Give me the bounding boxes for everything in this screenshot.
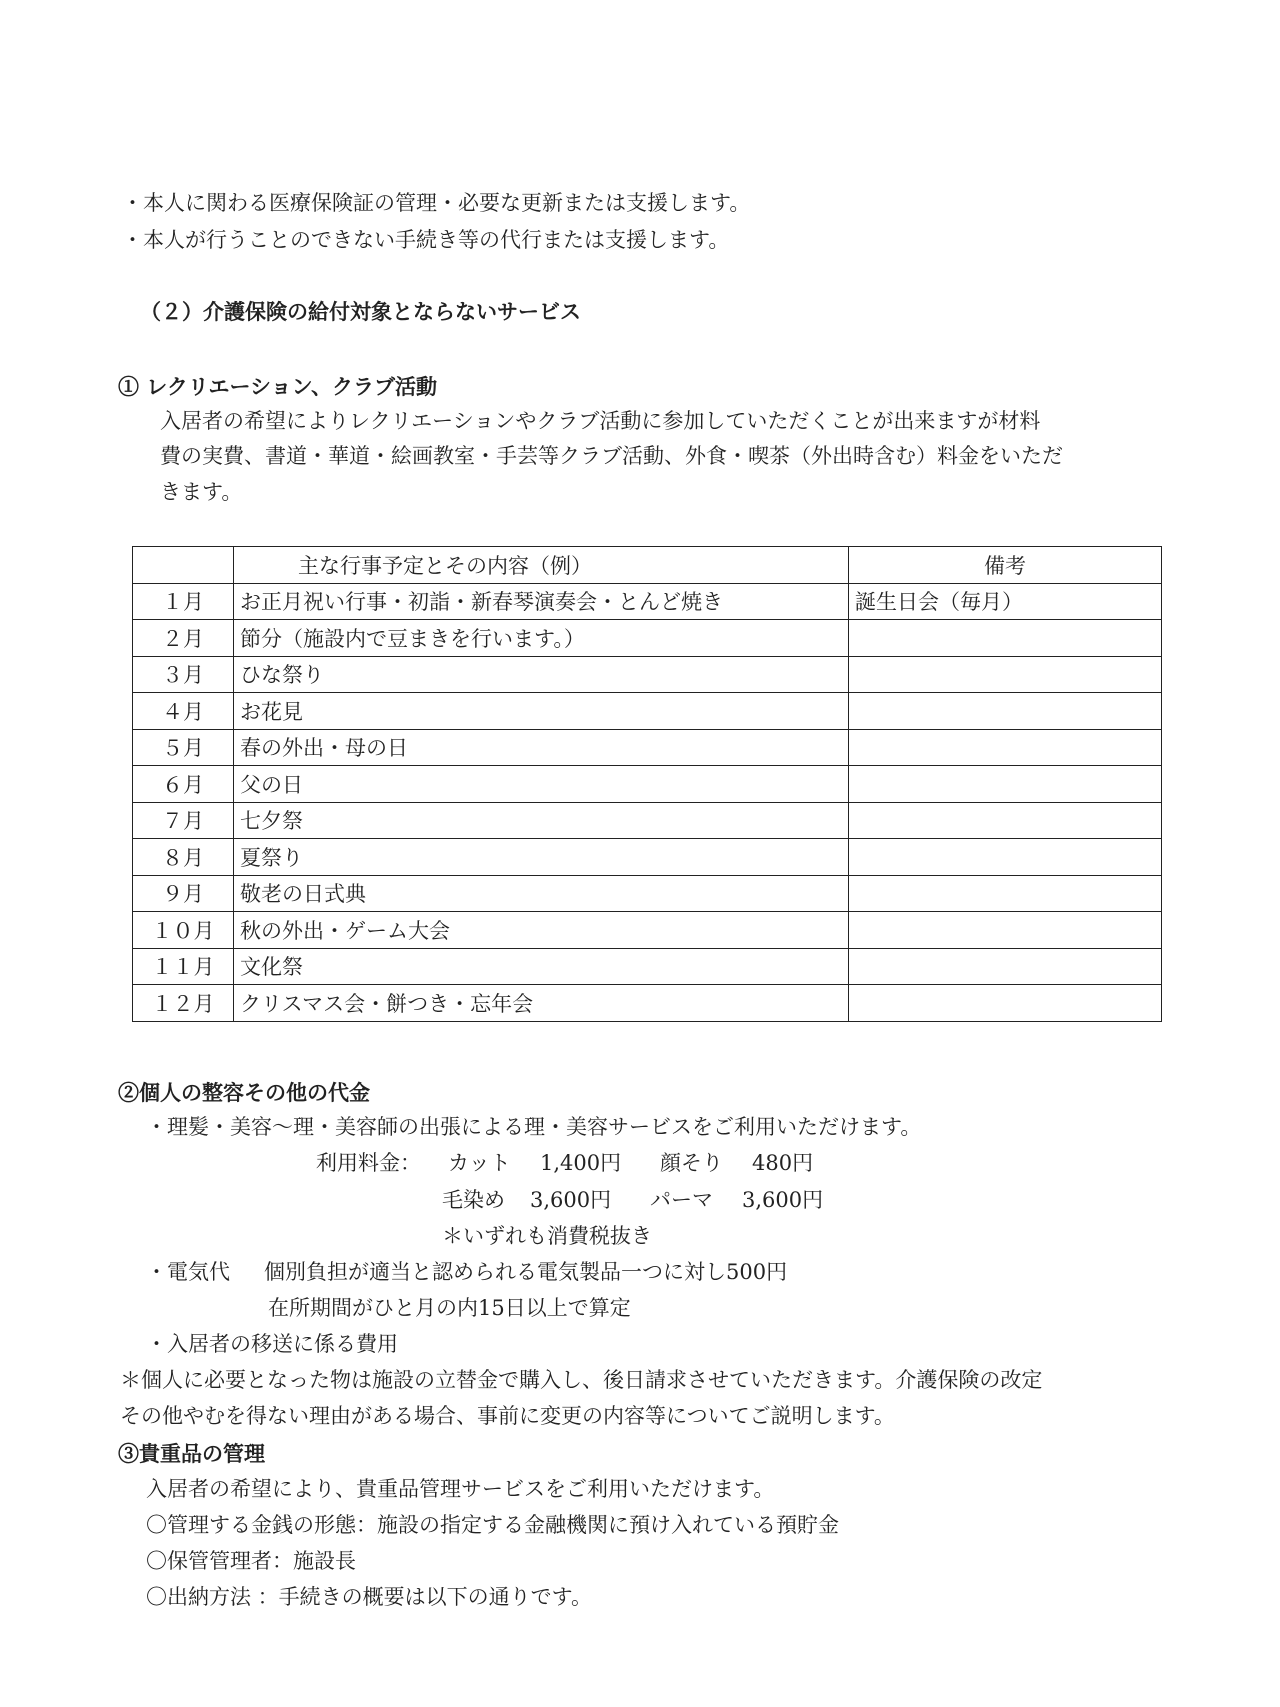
fee-name: カット: [448, 1151, 511, 1175]
table-row: [133, 912, 1162, 949]
fee-price: 3,600円: [742, 1188, 824, 1212]
event-cell: 文化祭: [234, 948, 849, 985]
month-cell: ７月: [133, 802, 234, 839]
month-cell: ２月: [133, 620, 234, 657]
tax-note: ＊いずれも消費税抜き: [442, 1224, 652, 1248]
month-cell: ５月: [133, 729, 234, 766]
month-cell: ３月: [133, 656, 234, 693]
item3-line: 〇管理する金銭の形態：施設の指定する金融機関に預け入れている預貯金: [146, 1513, 839, 1537]
table-header-row: [133, 547, 1162, 584]
item1-body-line: 費の実費、書道・華道・絵画教室・手芸等クラブ活動、外食・喫茶（外出時含む）料金をいただ: [160, 444, 1063, 468]
item1-body-line: 入居者の希望によりレクリエーションやクラブ活動に参加していただくことが出来ますが材料: [160, 409, 1041, 433]
fee-price: 480円: [752, 1151, 814, 1175]
event-cell: 秋の外出・ゲーム大会: [234, 912, 849, 949]
intro-bullet: ・本人に関わる医療保険証の管理・必要な更新または支援します。: [122, 191, 751, 215]
electric-line: 個別負担が適当と認められる電気製品一つに対し500円: [264, 1260, 788, 1284]
note-cell: [849, 802, 1162, 839]
month-cell: ６月: [133, 766, 234, 803]
barber-line: ・理髪・美容～理・美容師の出張による理・美容サービスをご利用いただけます。: [146, 1115, 922, 1139]
event-cell: ひな祭り: [234, 656, 849, 693]
month-cell: ８月: [133, 839, 234, 876]
table-row: [133, 656, 1162, 693]
table-row: [133, 729, 1162, 766]
item3-heading: ③貴重品の管理: [118, 1441, 265, 1466]
table-row: [133, 948, 1162, 985]
note-cell: [849, 875, 1162, 912]
table-row: [133, 620, 1162, 657]
event-cell: お正月祝い行事・初詣・新春琴演奏会・とんど焼き: [234, 583, 849, 620]
note-cell: [849, 766, 1162, 803]
table-row: [133, 802, 1162, 839]
month-cell: ９月: [133, 875, 234, 912]
event-cell: 七夕祭: [234, 802, 849, 839]
note-cell: [849, 693, 1162, 730]
event-cell: お花見: [234, 693, 849, 730]
item3-intro: 入居者の希望により、貴重品管理サービスをご利用いただけます。: [146, 1477, 775, 1501]
fee-price: 1,400円: [540, 1151, 622, 1175]
fee-name: 毛染め: [442, 1188, 505, 1212]
note-cell: [849, 948, 1162, 985]
event-cell: 節分（施設内で豆まきを行います。）: [234, 620, 849, 657]
event-cell: 敬老の日式典: [234, 875, 849, 912]
table-row: [133, 985, 1162, 1022]
note-cell: [849, 839, 1162, 876]
item1-body-line: きます。: [160, 480, 243, 504]
event-cell: クリスマス会・餅つき・忘年会: [234, 985, 849, 1022]
item3-line: 〇出納方法 ：手続きの概要は以下の通りです。: [146, 1585, 592, 1609]
note-cell: [849, 620, 1162, 657]
event-cell: 春の外出・母の日: [234, 729, 849, 766]
header-event-cell: 主な行事予定とその内容（例）: [234, 547, 849, 584]
fee-price: 3,600円: [530, 1188, 612, 1212]
item3-line: 〇保管管理者：施設長: [146, 1549, 356, 1573]
note-cell: [849, 656, 1162, 693]
event-cell: 父の日: [234, 766, 849, 803]
table-row: [133, 583, 1162, 620]
fee-name: パーマ: [650, 1188, 713, 1212]
header-note-cell: 備考: [849, 547, 1162, 584]
note-line: ＊個人に必要となった物は施設の立替金で購入し、後日請求させていただきます。介護保険の改定: [120, 1368, 1043, 1392]
item1-heading: ① レクリエーション、クラブ活動: [118, 374, 437, 399]
event-cell: 夏祭り: [234, 839, 849, 876]
month-cell: ４月: [133, 693, 234, 730]
item2-heading: ②個人の整容その他の代金: [118, 1080, 370, 1105]
header-month-cell: [133, 547, 234, 584]
month-cell: １１月: [133, 948, 234, 985]
transfer-line: ・入居者の移送に係る費用: [146, 1332, 398, 1356]
section-title: （２）介護保険の給付対象とならないサービス: [140, 299, 581, 324]
fee-name: 顔そり: [660, 1151, 723, 1175]
table-row: [133, 693, 1162, 730]
electric-label: ・電気代: [146, 1260, 230, 1284]
note-cell: [849, 912, 1162, 949]
note-cell: 誕生日会（毎月）: [849, 583, 1162, 620]
note-cell: [849, 729, 1162, 766]
events-table: [132, 546, 1162, 1022]
fee-label: 利用料金：: [316, 1151, 421, 1175]
intro-bullet: ・本人が行うことのできない手続き等の代行または支援します。: [122, 228, 730, 252]
table-row: [133, 875, 1162, 912]
note-line: その他やむを得ない理由がある場合、事前に変更の内容等についてご説明します。: [120, 1404, 895, 1428]
month-cell: １２月: [133, 985, 234, 1022]
month-cell: １０月: [133, 912, 234, 949]
table-row: [133, 766, 1162, 803]
month-cell: １月: [133, 583, 234, 620]
table-row: [133, 839, 1162, 876]
note-cell: [849, 985, 1162, 1022]
electric-line: 在所期間がひと月の内15日以上で算定: [268, 1296, 631, 1320]
